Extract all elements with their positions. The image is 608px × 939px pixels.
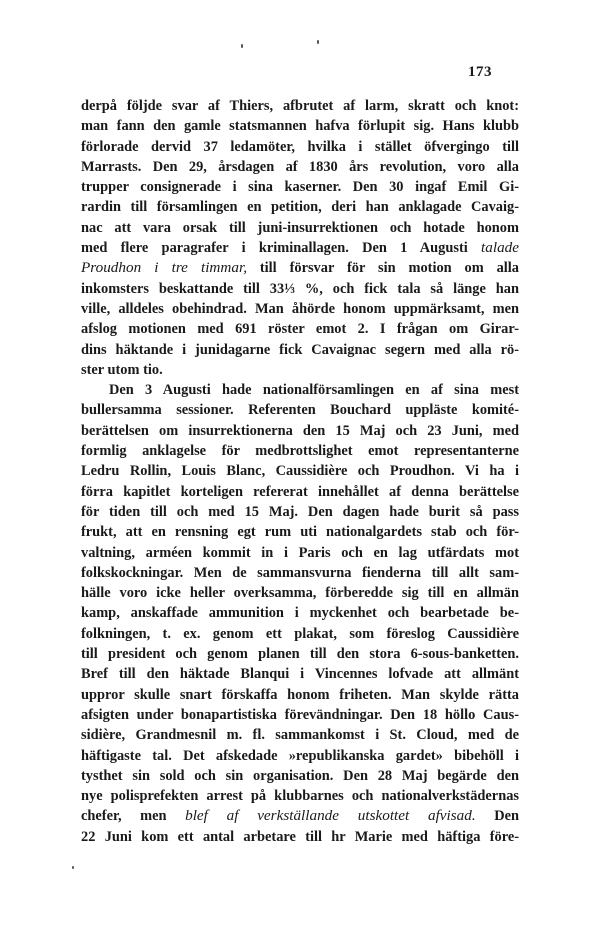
text-segment: nac att vara orsak till juni-insurrektionen och hotade honom [81, 219, 519, 236]
text-line [81, 299, 519, 319]
text-segment: Bref till den häktade Blanqui i Vincennes lofvade att allmänt [81, 666, 519, 683]
text-segment: för tiden till och med 15 Maj. Den dagen hade burit så pass [81, 503, 519, 520]
text-segment: tysthet sin sold och sin organisation. Den 28 Maj begärde den [81, 767, 519, 784]
text-segment: sidière, Grandmesnil m. fl. sammankomst i St. Cloud, med de [81, 727, 519, 744]
text-segment: uppror skulle snart förskaffa honom friheten. Man skylde rätta [81, 686, 519, 703]
text-segment: bullersamma sessioner. Referenten Bouchard uppläste komité- [81, 402, 519, 419]
text-line [81, 421, 519, 441]
text-segment: trupper consignerade i sina kaserner. Den 30 ingaf Emil Gi- [81, 179, 519, 196]
text-segment: hälle voro icke heller overksamma, förberedde sig till en allmän [81, 585, 519, 602]
text-line [81, 197, 519, 217]
text-line [81, 157, 519, 177]
text-segment: man fann den gamle statsmannen hafva förlupit sig. Hans klubb [81, 118, 519, 135]
text-line [81, 319, 519, 339]
text-line [81, 685, 519, 705]
text-segment: 22 Juni kom ett antal arbetare till hr Marie med häftiga före- [81, 828, 519, 845]
text-segment: med flere paragrafer i kriminallagen. Den 1 Augusti [81, 240, 482, 257]
text-segment: rardin till församlingen en petition, deri han anklagade Cavaig- [81, 199, 519, 216]
text-line [81, 746, 519, 766]
text-segment: ster utom tio. [81, 361, 163, 378]
text-line [81, 238, 519, 258]
text-line [81, 786, 519, 806]
text-segment: folkningen, t. ex. genom ett plakat, som föreslog Caussidière [81, 625, 519, 642]
text-segment: valtning, arméen kommit in i Paris och en lag utfärdats mot [81, 544, 519, 561]
text-line [81, 543, 519, 563]
text-segment: Marrasts. Den 29, årsdagen af 1830 års revolution, voro alla [81, 158, 519, 175]
text-line [81, 400, 519, 420]
print-speck [72, 866, 74, 869]
italic-segment: talade [481, 239, 519, 257]
text-segment: afslog motionen med 691 röster emot 2. I frågan om Girar- [81, 321, 519, 338]
text-line [81, 502, 519, 522]
text-segment: formlig anklagelse för medbrottslighet emot representanterne [81, 443, 519, 460]
text-line [81, 218, 519, 238]
text-line [81, 583, 519, 603]
text-segment: Ledru Rollin, Louis Blanc, Caussidière och Proudhon. Vi ha i [81, 463, 519, 480]
text-segment: dins häktande i junidagarne fick Cavaignac segern med alla rö- [81, 341, 519, 358]
text-segment: ville, alldeles obehindrad. Man åhörde honom uppmärksamt, men [81, 300, 519, 317]
text-line [81, 603, 519, 623]
text-segment: kamp, anskaffade ammunition i myckenhet och bearbetade be- [81, 605, 519, 622]
text-line [81, 96, 519, 116]
text-segment: Den 3 Augusti hade nationalförsamlingen en af sina mest [109, 382, 519, 399]
text-segment: till president och genom planen till den stora 6-sous-banketten. [81, 646, 519, 663]
text-line [81, 279, 519, 299]
text-line [81, 725, 519, 745]
text-segment: häftigaste tal. Det afskedade »republikanska gardet» bibehöll i [81, 747, 519, 764]
text-segment: förra kapitlet korteligen refererat innehållet af denna berättelse [81, 483, 519, 500]
text-line [81, 258, 519, 278]
text-line [81, 380, 519, 400]
text-segment: nye polisprefekten arrest på klubbarnes och nationalverkstädernas [81, 788, 519, 805]
text-line [81, 522, 519, 542]
text-line [81, 624, 519, 644]
body-text [81, 96, 519, 847]
italic-segment: blef af verkställande utskottet afvisad. [185, 807, 476, 825]
text-line [81, 806, 519, 826]
text-line [81, 177, 519, 197]
text-segment: till försvar för sin motion om alla [247, 260, 519, 277]
text-line [81, 461, 519, 481]
text-line [81, 563, 519, 583]
text-segment: berättelsen om insurrektionerna den 15 Maj och 23 Juni, med [81, 422, 519, 439]
text-line [81, 340, 519, 360]
text-line [81, 137, 519, 157]
italic-segment: Proudhon i tre timmar, [81, 259, 247, 277]
text-segment: folkskockningar. Men de sammansvurna fienderna till allt sam- [81, 564, 519, 581]
page-number: 173 [468, 64, 492, 80]
text-line [81, 116, 519, 136]
text-segment: afsigten under bonapartistiska förevändningar. Den 18 höllo Caus- [81, 706, 519, 723]
text-segment: chefer, men [81, 808, 186, 825]
text-line [81, 482, 519, 502]
text-segment: Den [475, 808, 519, 825]
text-line [81, 441, 519, 461]
text-segment: förlorade dervid 37 ledamöter, hvilka i stället öfvergingo till [81, 138, 519, 155]
text-line [81, 644, 519, 664]
text-line [81, 664, 519, 684]
text-segment: derpå följde svar af Thiers, afbrutet af larm, skratt och knot: [81, 98, 519, 114]
text-segment: inkomsters beskattande till 33⅓ %, och fick tala så länge han [81, 280, 519, 297]
text-line [81, 360, 519, 380]
text-line [81, 766, 519, 786]
text-line [81, 827, 519, 847]
print-speck [317, 40, 319, 44]
print-speck [241, 44, 243, 48]
text-segment: frukt, att en rensning egt rum uti nationalgardets stab och för- [81, 524, 519, 541]
text-line [81, 705, 519, 725]
